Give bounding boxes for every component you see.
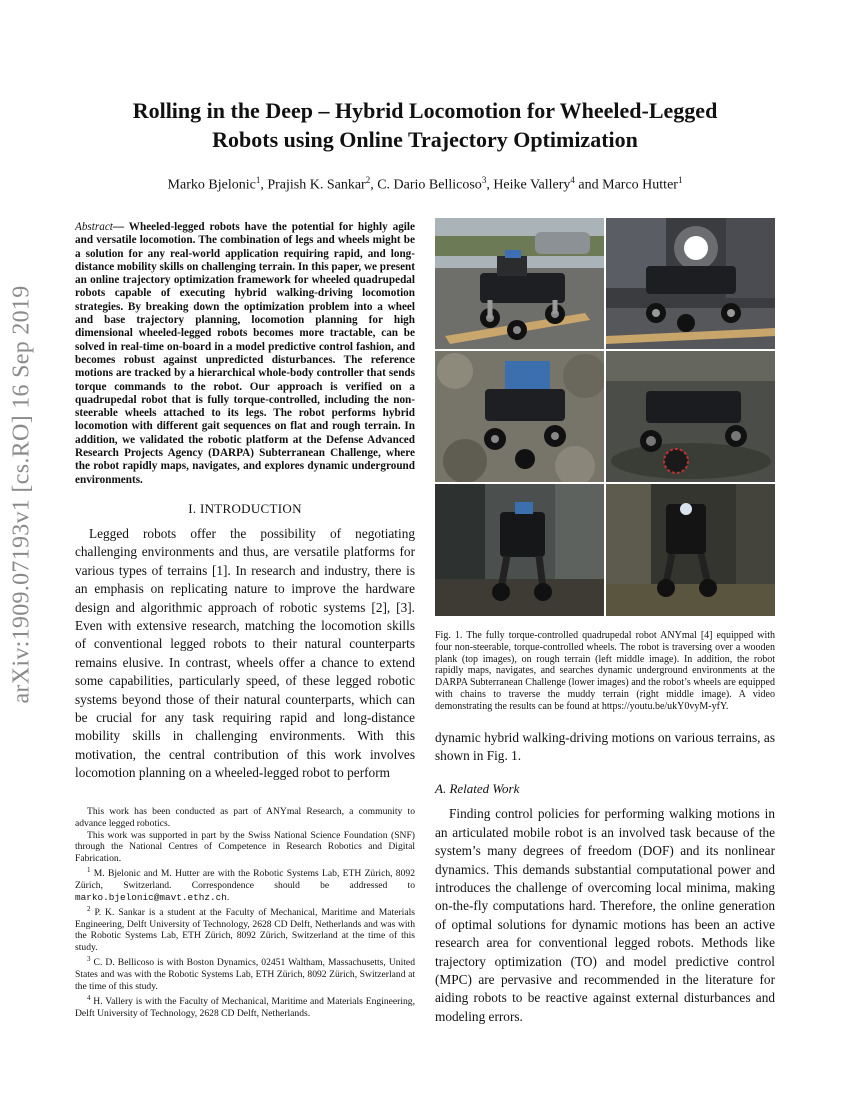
author: C. Dario Bellicoso bbox=[377, 177, 482, 193]
footnote: This work was supported in part by the Swiss National Science Foundation (SNF) through the National Centres of Competence in Research Robotics and Digital Fabrication. bbox=[75, 829, 415, 865]
photo-plank-indoor bbox=[606, 218, 775, 349]
author: Heike Vallery bbox=[493, 177, 571, 193]
photo-underground-1 bbox=[435, 484, 604, 616]
related-work-paragraph: Finding control policies for performing walking motions in an articulated mobile robot is an involved task because of the system’s many degrees of freedom (DOF) and its nonlinear dynamics. This demands substantial computational power and introduces the challenge of overcoming local minima, making on-the-fly computations hard. Therefore, the online generation of optimal solutions for dynamic motions has been an active research area for conventional legged robots. Methods like trajectory optimization (TO) and model predictive control (MPC) are pervasive and recommended in the literature for aiding robots to be reactive against external disturbances and modeling errors. bbox=[435, 806, 775, 1024]
author-list bbox=[70, 175, 780, 194]
author-affiliation: 1 bbox=[677, 175, 683, 185]
footnote-marker: 2 bbox=[87, 904, 91, 913]
author: Prajish K. Sankar bbox=[267, 177, 366, 193]
footnote-marker: 4 bbox=[87, 993, 91, 1002]
arxiv-watermark bbox=[2, 284, 42, 704]
photo-muddy-terrain bbox=[606, 351, 775, 482]
author-separator: and bbox=[574, 177, 603, 193]
footnote-text: C. D. Bellicoso is with Boston Dynamics, 02451 Waltham, Massachusetts, United States and was with the Robotic Systems Lab, ETH Zürich, 8092 Zürich, Switzerland at the time of this study. bbox=[75, 957, 415, 992]
author-affiliation: 3 bbox=[481, 175, 487, 185]
figure-1-photo-grid bbox=[435, 218, 775, 616]
author-affiliation: 2 bbox=[365, 175, 371, 185]
author: Marko Bjelonic bbox=[167, 177, 256, 193]
subsection-heading-related-work: A. Related Work bbox=[435, 781, 520, 797]
author-affiliation: 1 bbox=[255, 175, 261, 185]
left-column bbox=[75, 221, 415, 783]
paper-title bbox=[80, 96, 770, 154]
introduction-paragraph: Legged robots offer the possibility of negotiating challenging environments and thus, are versatile platforms for various types of terrains [1]. In research and industry, there is an emphasis on replicating nature to improve the hardware design and algorithmic approach of robotic systems [2], [3]. Even with extensive research, matching the locomotion skills of conventional legged robots to their natural counterparts remains elusive. In contrast, wheels offer a chance to extend some capabilities, particularly speed, of these legged robotic systems beyond those of their natural counterparts, which can be crucial for any task requiring rapid and long-distance mobility skills in challenging environments. With this motivation, the central contribution of this work involves locomotion planning on a wheeled-legged robot to perform bbox=[75, 525, 415, 781]
footnote bbox=[75, 954, 415, 993]
photo-rough-terrain bbox=[435, 351, 604, 482]
intro-continuation: dynamic hybrid walking-driving motions on various terrains, as shown in Fig. 1. bbox=[435, 729, 775, 763]
abstract-lead: Abstract bbox=[75, 221, 113, 233]
footnote bbox=[75, 993, 415, 1020]
author-affiliation: 4 bbox=[570, 175, 575, 185]
section-heading-introduction: I. INTRODUCTION bbox=[188, 500, 302, 516]
figure-1-caption: Fig. 1. The fully torque-controlled quadrupedal robot ANYmal [4] equipped with four non-steerable, torque-controlled wheels. The robot is traversing over a wooden plank (top images), on rough terrain (left middle image). In addition, the robot rapidly maps, navigates, and searches dynamic underground environments at the DARPA Subterranean Challenge (lower images) and the robot’s wheels are equipped with chains to traverse the muddy terrain (right middle image). A video demonstrating the results can be found at https://youtu.be/ukY0vyM-yfY. bbox=[435, 630, 775, 712]
right-column bbox=[435, 218, 775, 1026]
author: Marco Hutter bbox=[602, 177, 678, 193]
author-separator: , bbox=[260, 177, 268, 193]
footnote-text: H. Vallery is with the Faculty of Mechanical, Maritime and Materials Engineering, Delft University of Technology, 2628 CD Delft, Netherlands. bbox=[75, 995, 415, 1019]
footnote: This work has been conducted as part of ANYmal Research, a community to advance legged robotics. bbox=[75, 806, 415, 829]
footnote bbox=[75, 904, 415, 954]
photo-underground-2 bbox=[606, 484, 775, 616]
footnote-marker: 3 bbox=[87, 954, 91, 963]
author-separator: , bbox=[370, 177, 378, 193]
abstract-text: — Wheeled-legged robots have the potential for highly agile and versatile locomotion. The combination of legs and wheels might be a solution for any real-world application requiring rapid, and long-distance mobility skills on challenging terrain. In this paper, we present an online trajectory optimization framework for wheeled quadrupedal robots capable of executing hybrid walking-driving locomotion strategies. By breaking down the optimization problem into a wheel and base trajectory planning, locomotion planning for high dimensional wheeled-legged robots becomes more tractable, can be solved in real-time on-board in a model predictive control fashion, and becomes robust against unpredicted disturbances. The reference motions are tracked by a hierarchical whole-body controller that sends torque commands to the robot. Our approach is verified on a quadrupedal robot that is fully torque-controlled, including the non-steerable wheels attached to its legs. The robot performs hybrid locomotion with different gait sequences on flat and rough terrain. In addition, we validated the robotic platform at the Defense Advanced Research Projects Agency (DARPA) Subterranean Challenge, where the robot rapidly maps, navigates, and explores dynamic underground environments. bbox=[75, 221, 416, 486]
title-line-1: Rolling in the Deep – Hybrid Locomotion for Wheeled-Legged bbox=[132, 98, 718, 123]
footnote-text: M. Bjelonic and M. Hutter are with the Robotic Systems Lab, ETH Zürich, 8092 Zürich, Switzerland. Correspondence should be addressed to bbox=[75, 868, 415, 891]
email-link[interactable]: marko.bjelonic@mavt.ethz.ch bbox=[75, 891, 227, 903]
footnote-text: . bbox=[226, 891, 230, 903]
abstract bbox=[75, 221, 415, 487]
footnote bbox=[75, 865, 415, 904]
footnote-marker: 1 bbox=[87, 865, 91, 874]
footnote-text: P. K. Sankar is a student at the Faculty of Mechanical, Maritime and Materials Engineering, Delft University of Technology, 2628 CD Delft, Netherlands and was with the Robotic Systems Lab, ETH Zürich, 8092 Zürich, Switzerland at the time of this study. bbox=[75, 906, 415, 954]
title-line-2: Robots using Online Trajectory Optimization bbox=[212, 127, 638, 152]
photo-plank-outdoor bbox=[435, 218, 604, 349]
author-separator: , bbox=[486, 177, 494, 193]
footnotes bbox=[75, 806, 415, 1019]
arxiv-id: arXiv:1909.07193v1 [cs.RO] 16 Sep 2019 bbox=[8, 284, 35, 704]
